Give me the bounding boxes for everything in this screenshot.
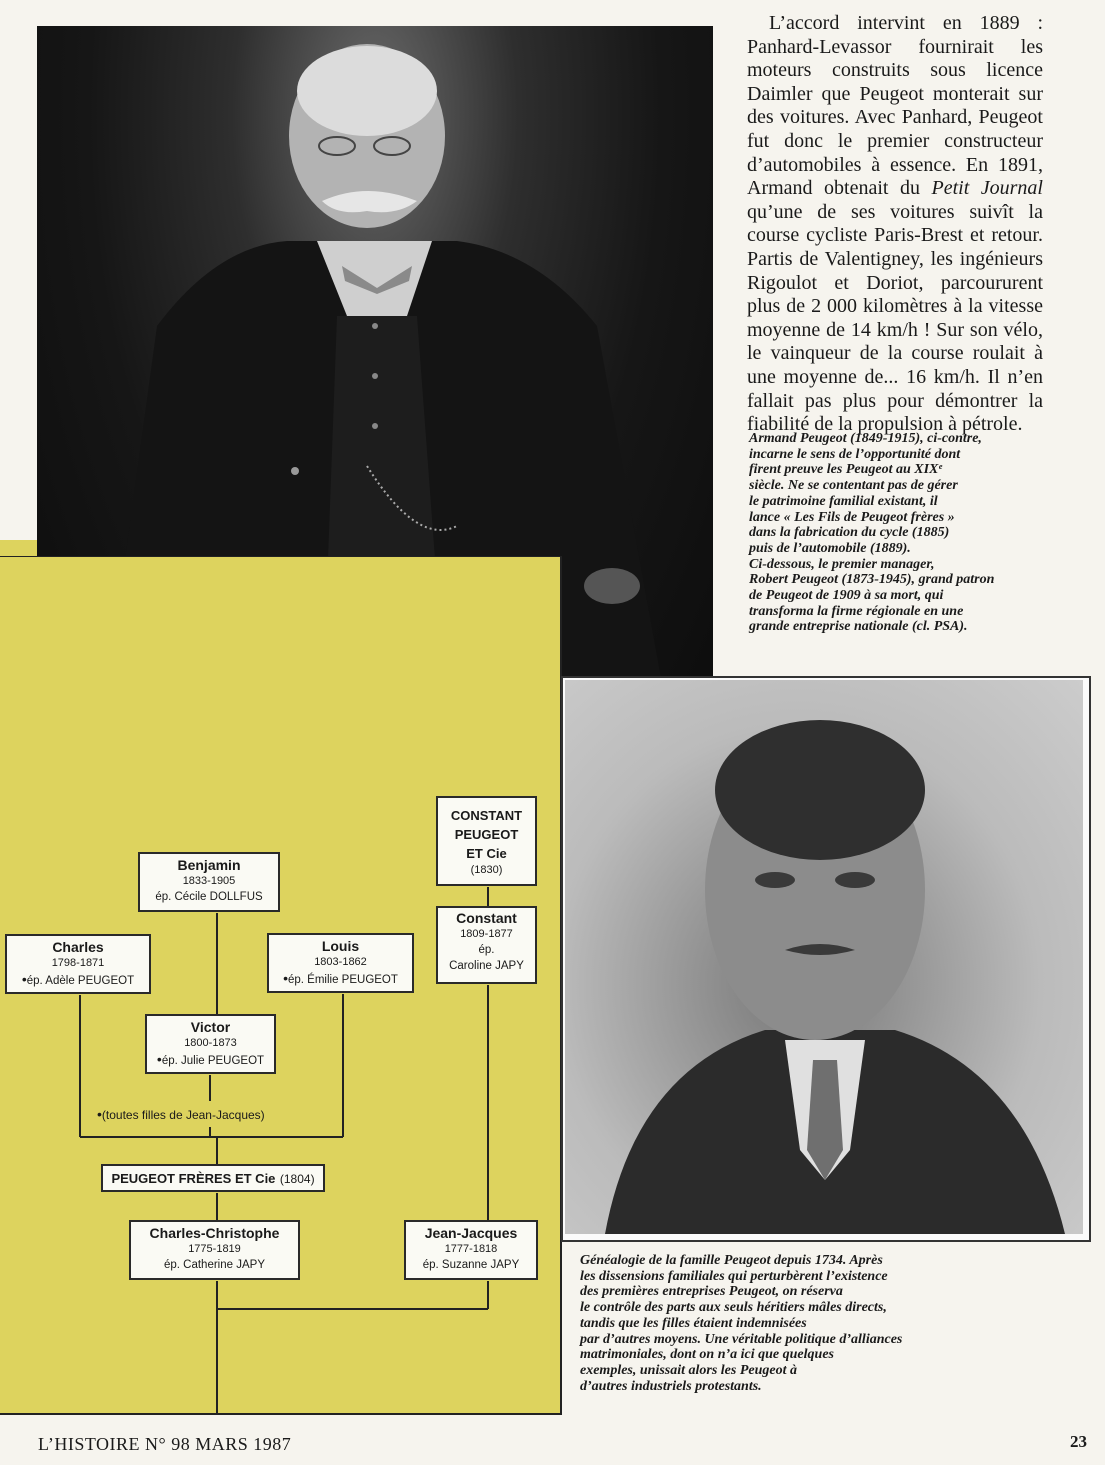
person-spouse: Caroline JAPY: [449, 960, 524, 972]
person-dates: 1775-1819: [188, 1243, 241, 1255]
caption-line: Ci-dessous, le premier manager,: [749, 556, 935, 572]
person-dates: 1798-1871: [51, 957, 105, 969]
person-name: Benjamin: [177, 857, 241, 873]
caption-line: Généalogie de la famille Peugeot depuis 1734. Après: [580, 1253, 883, 1268]
article-body: [747, 12, 1043, 437]
box-louis: [267, 933, 414, 993]
caption-line: exemples, unissait alors les Peugeot à: [580, 1362, 797, 1378]
person-spouse: ép. Cécile DOLLFUS: [155, 891, 263, 903]
caption-line: siècle. Ne se contentant pas de gérer: [749, 478, 958, 494]
box-title-line: ET Cie: [466, 846, 507, 861]
box-jean-jacques: [404, 1220, 538, 1280]
robert-portrait-illustration: [565, 680, 1083, 1234]
caption-line: dans la fabrication du cycle (1885): [749, 525, 950, 541]
box-constant-peugeot-cie: [436, 796, 537, 886]
box-charles: [5, 934, 151, 994]
caption-line: les dissensions familiales qui perturbèrent l’existence: [580, 1268, 888, 1284]
box-year: (1830): [470, 864, 503, 876]
person-spouse: ép. Julie PEUGEOT: [161, 1055, 265, 1067]
caption-armand: [749, 431, 1049, 635]
person-name: Charles: [52, 939, 104, 955]
caption-line: lance « Les Fils de Peugeot frères »: [749, 509, 955, 525]
person-dates: 1803-1862: [314, 956, 367, 968]
caption-line: matrimoniales, dont on n’a ici que quelques: [580, 1347, 834, 1363]
person-spouse: ép. Catherine JAPY: [163, 1259, 265, 1271]
caption-line: Robert Peugeot (1873-1945), grand patron: [749, 572, 995, 588]
caption-line: d’autres industriels protestants.: [580, 1378, 762, 1394]
caption-line: firent preuve les Peugeot au XIXᵉ: [749, 462, 943, 478]
person-name: Constant: [456, 910, 517, 926]
article-paragraph: [747, 12, 1043, 437]
person-spouse: ép. Émilie PEUGEOT: [287, 974, 398, 986]
caption-line: de Peugeot de 1909 à sa mort, qui: [749, 588, 944, 604]
caption-line: le contrôle des parts aux seuls héritiers mâles directs,: [580, 1300, 887, 1316]
caption-genealogy: [580, 1253, 1000, 1394]
box-title-line: CONSTANT: [450, 808, 523, 823]
company-year: (1804): [279, 1172, 315, 1186]
page-number: 23: [1070, 1432, 1087, 1451]
person-name: Charles-Christophe: [149, 1225, 280, 1241]
panel-top-band: [0, 540, 37, 556]
person-name: Louis: [321, 938, 360, 954]
caption-line: par d’autres moyens. Une véritable politique d’alliances: [580, 1331, 903, 1347]
note-text: (toutes filles de Jean-Jacques): [101, 1108, 265, 1122]
photo-robert-peugeot: [565, 680, 1083, 1234]
article-text-part2: qu’une de ses voitures suivît la course cycliste Paris-Brest et retour. Partis de Valentigney, les ingénieurs Rigoulot et Doriot, parcoururent plus de 2 000 kilomètres à la vitesse moyenne de 14 km/h ! Sur son vélo, le vainqueur de la course roulait à une moyenne de... 16 km/h. Il n’en fallait pas plus pour démontrer la fiabilité de la propulsion à pétrole.: [747, 200, 1043, 436]
person-spouse: ép. Adèle PEUGEOT: [26, 975, 135, 987]
caption-line: puis de l’automobile (1889).: [749, 540, 911, 556]
article-text-part1: L’accord intervint en 1889 : Panhard-Levassor fournirait les moteurs construits sous licence Daimler que Peugeot monterait sur des voitures. Avec Panhard, Peugeot fut donc le premier constructeur d’automobiles à essence. En 1891, Armand obtenait du: [747, 12, 1043, 200]
caption-line: tandis que les filles étaient indemnisées: [580, 1315, 807, 1331]
box-title-line: PEUGEOT: [454, 827, 519, 842]
person-dates: 1809-1877: [460, 928, 513, 940]
magazine-footer: L’HISTOIRE N° 98 MARS 1987: [38, 1434, 292, 1454]
caption-line: grande entreprise nationale (cl. PSA).: [749, 619, 968, 635]
box-peugeot-freres: [101, 1164, 325, 1192]
caption-line: le patrimoine familial existant, il: [749, 493, 938, 509]
box-benjamin: [138, 852, 280, 912]
caption-line: incarne le sens de l’opportunité dont: [749, 446, 961, 462]
person-name: Jean-Jacques: [424, 1225, 518, 1241]
person-ep: ép.: [478, 944, 495, 956]
person-dates: 1800-1873: [184, 1037, 237, 1049]
person-dates: 1777-1818: [444, 1243, 498, 1255]
person-spouse: ép. Suzanne JAPY: [422, 1259, 520, 1271]
box-charles-christophe: [129, 1220, 300, 1280]
caption-line: des premières entreprises Peugeot, on réserva: [580, 1284, 843, 1300]
genealogy-note: [97, 1101, 334, 1127]
company-name: PEUGEOT FRÈRES ET Cie: [111, 1171, 276, 1186]
person-name: Victor: [190, 1019, 231, 1035]
article-text-italic: Petit Journal: [931, 177, 1043, 200]
caption-line: Armand Peugeot (1849-1915), ci-contre,: [749, 431, 982, 446]
person-dates: 1833-1905: [182, 875, 236, 887]
box-constant: [436, 906, 537, 984]
box-victor: [145, 1014, 276, 1074]
caption-line: transforma la firme régionale en une: [749, 603, 964, 619]
